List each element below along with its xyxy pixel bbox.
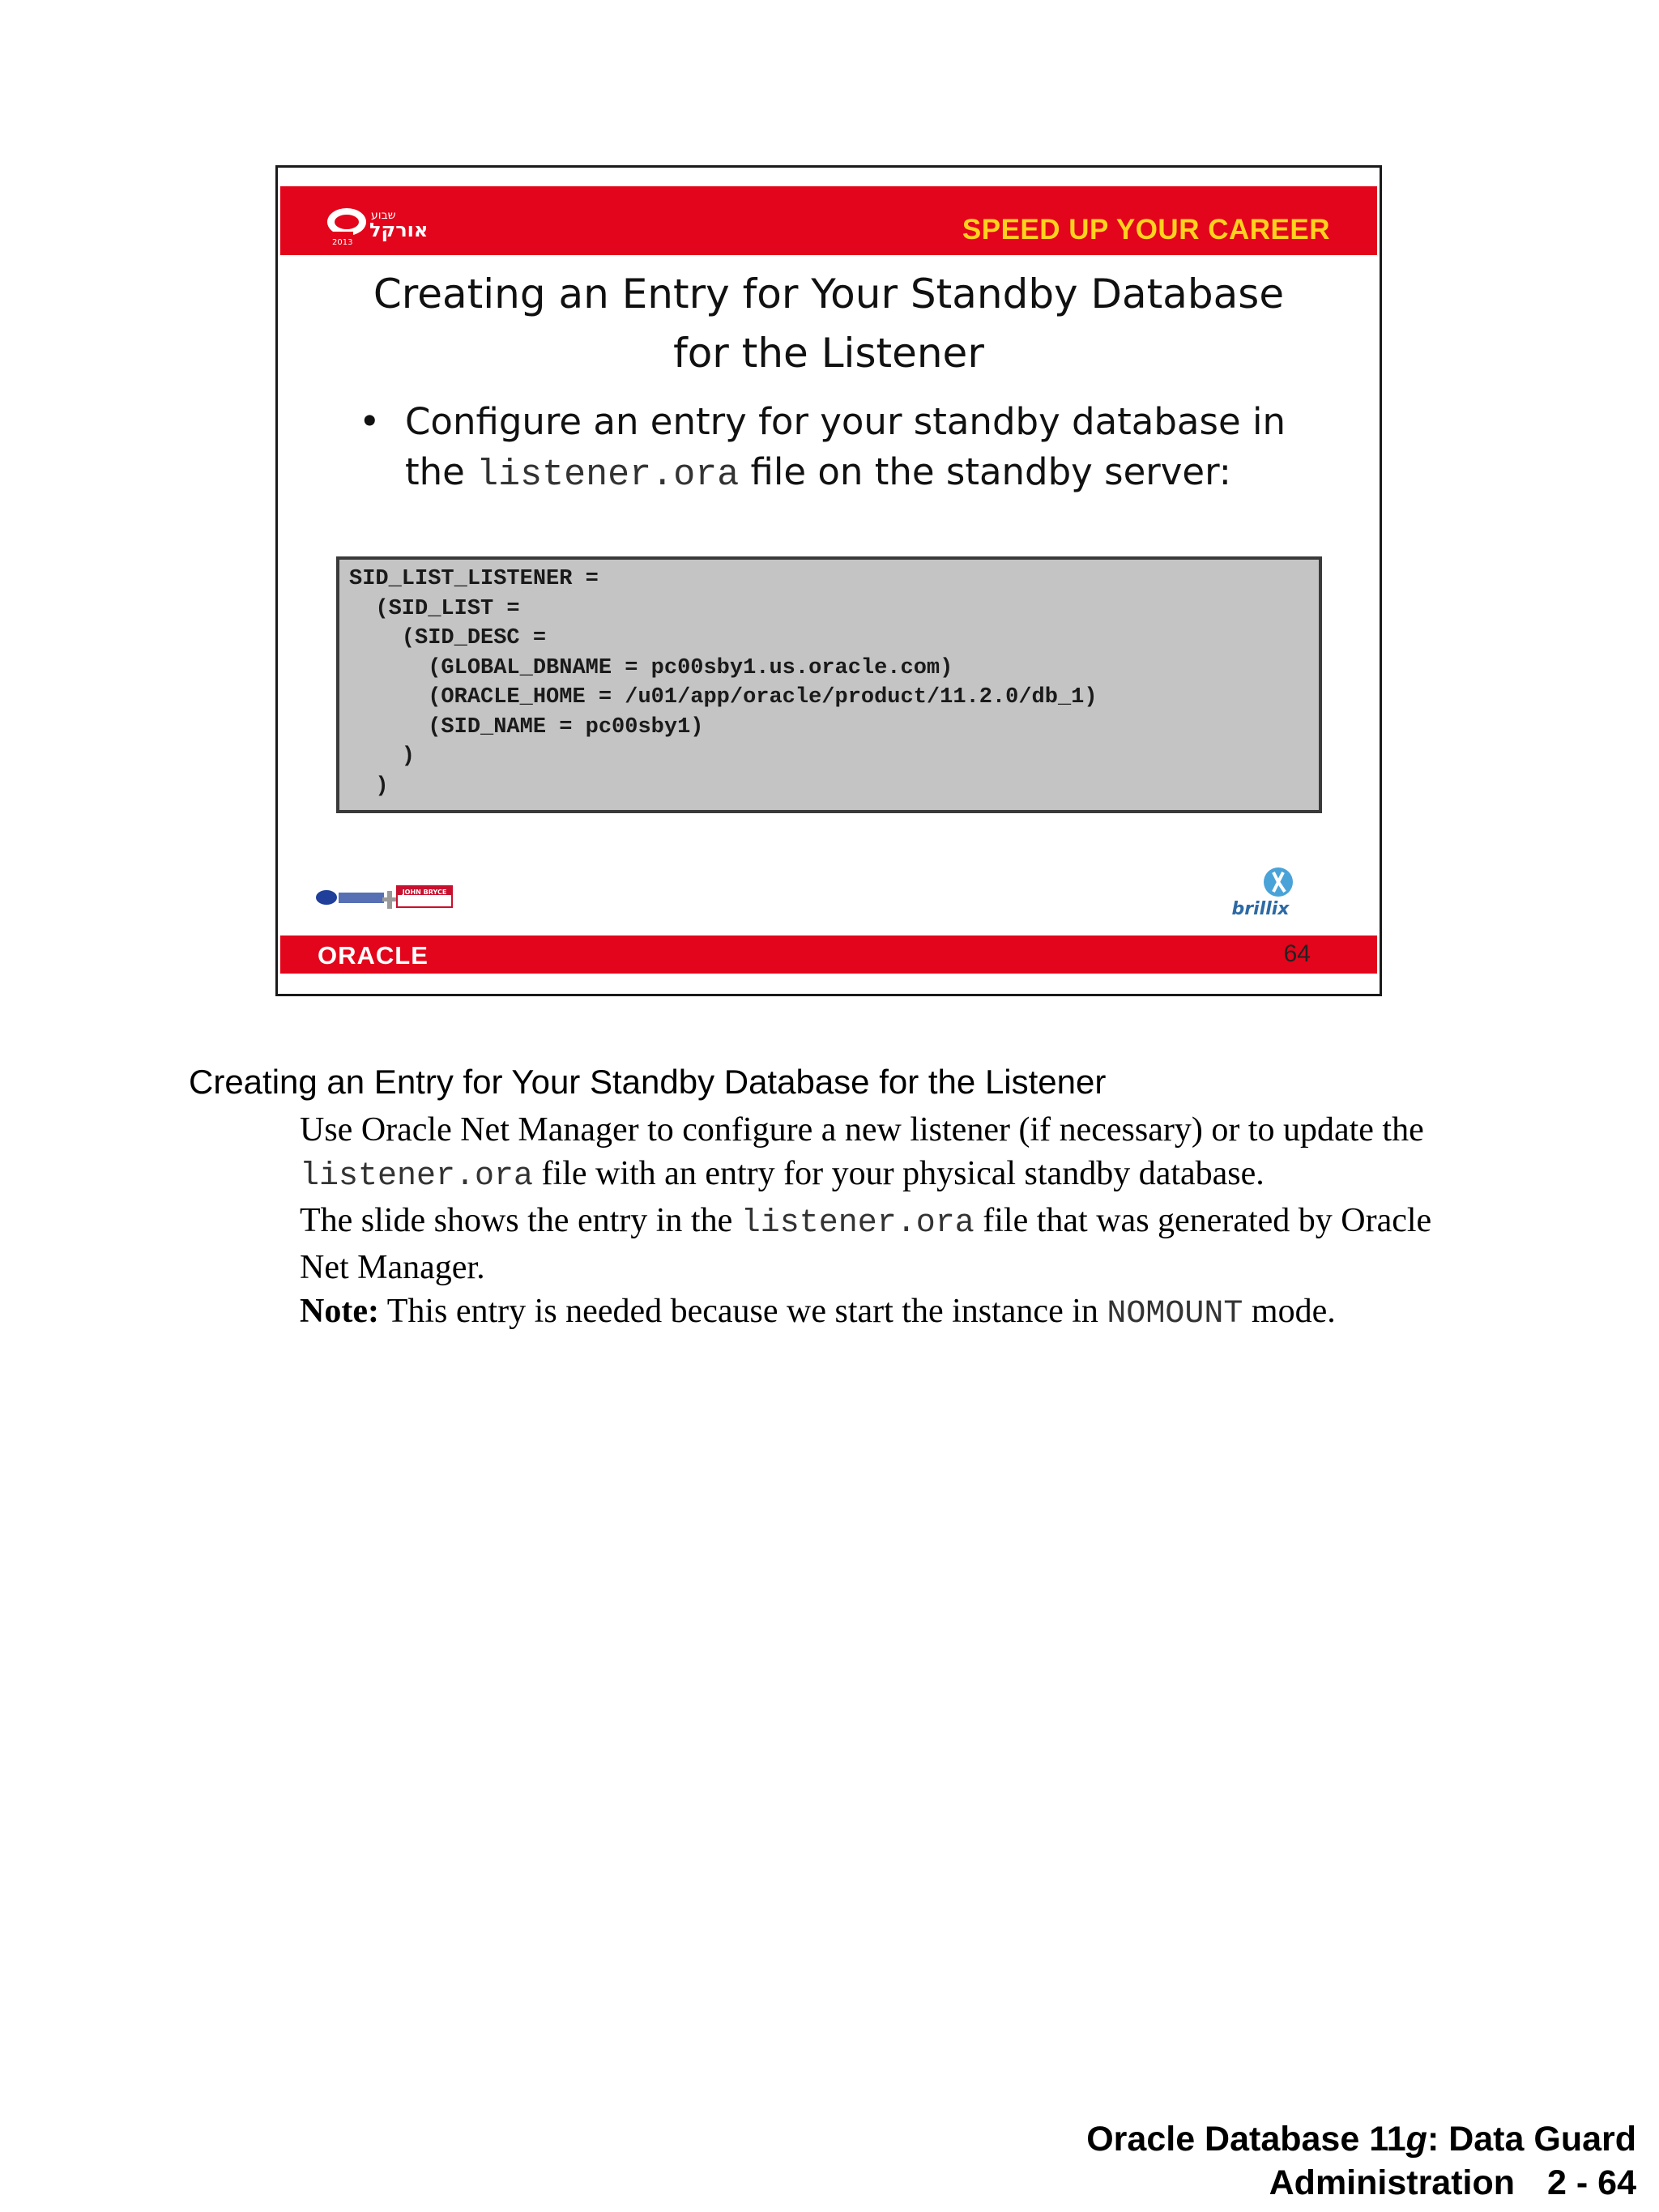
listener-config-code: SID_LIST_LISTENER = (SID_LIST = (SID_DESC = (GLOBAL_DBNAME = pc00sby1.us.oracle.com) (ORACLE_HOME = /u01/app/oracle/product/11.2.0/db_1) (SID_NAME = pc00sby1) ) ) xyxy=(349,567,1098,799)
note-label: Note: xyxy=(300,1293,379,1330)
page-number: 2 - 64 xyxy=(1547,2163,1636,2202)
oracle-logo: ORACLE xyxy=(318,941,429,970)
footer-book-title: Oracle Database 11g: Data Guard xyxy=(1086,2120,1636,2159)
john-bryce-partner-logo xyxy=(314,883,456,912)
filename-code: listener.ora xyxy=(740,1205,975,1242)
notes-paragraph-2: The slide shows the entry in the listener.ora file that was generated by Oracle Net Manager. xyxy=(300,1202,1432,1286)
footer-line-2: Administration 2 - 64 xyxy=(1269,2163,1636,2202)
brillix-partner-logo xyxy=(1222,864,1303,929)
orakel-week-logo xyxy=(322,202,444,247)
slide-title xyxy=(278,265,1380,383)
svg-text:שבוע: שבוע xyxy=(371,209,396,222)
mode-code: NOMOUNT xyxy=(1107,1296,1243,1332)
filename-code: listener.ora xyxy=(476,454,740,496)
bullet-marker: • xyxy=(359,400,381,443)
slide xyxy=(275,165,1382,996)
slide-title-line-1: Creating an Entry for Your Standby Database xyxy=(373,271,1285,318)
slide-title-line-2: for the Listener xyxy=(673,330,984,377)
notes-body xyxy=(300,1108,1482,1336)
notes-note: Note: This entry is needed because we start the instance in NOMOUNT mode. xyxy=(300,1293,1336,1332)
notes-paragraph-1: Use Oracle Net Manager to configure a new listener (if necessary) or to update the listener.ora file with an entry for your physical standby database. xyxy=(300,1111,1424,1195)
slide-footer-bar xyxy=(280,936,1377,974)
code-block xyxy=(336,556,1322,813)
filename-code: listener.ora xyxy=(300,1158,534,1195)
svg-text:2013: 2013 xyxy=(332,238,353,247)
notes-title: Creating an Entry for Your Standby Database for the Listener xyxy=(189,1063,1107,1101)
slide-header-bar xyxy=(280,186,1377,255)
svg-text:JOHN BRYCE: JOHN BRYCE xyxy=(402,889,447,896)
svg-text:אורקל: אורקל xyxy=(369,219,429,241)
page-footer xyxy=(1086,2117,1636,2205)
slide-number: 64 xyxy=(1283,940,1311,967)
svg-text:brillix: brillix xyxy=(1231,899,1290,919)
bullet-text: Configure an entry for your standby database in the listener.ora file on the standby server: xyxy=(405,400,1286,496)
brand-tagline: SPEED UP YOUR CAREER xyxy=(962,214,1330,245)
